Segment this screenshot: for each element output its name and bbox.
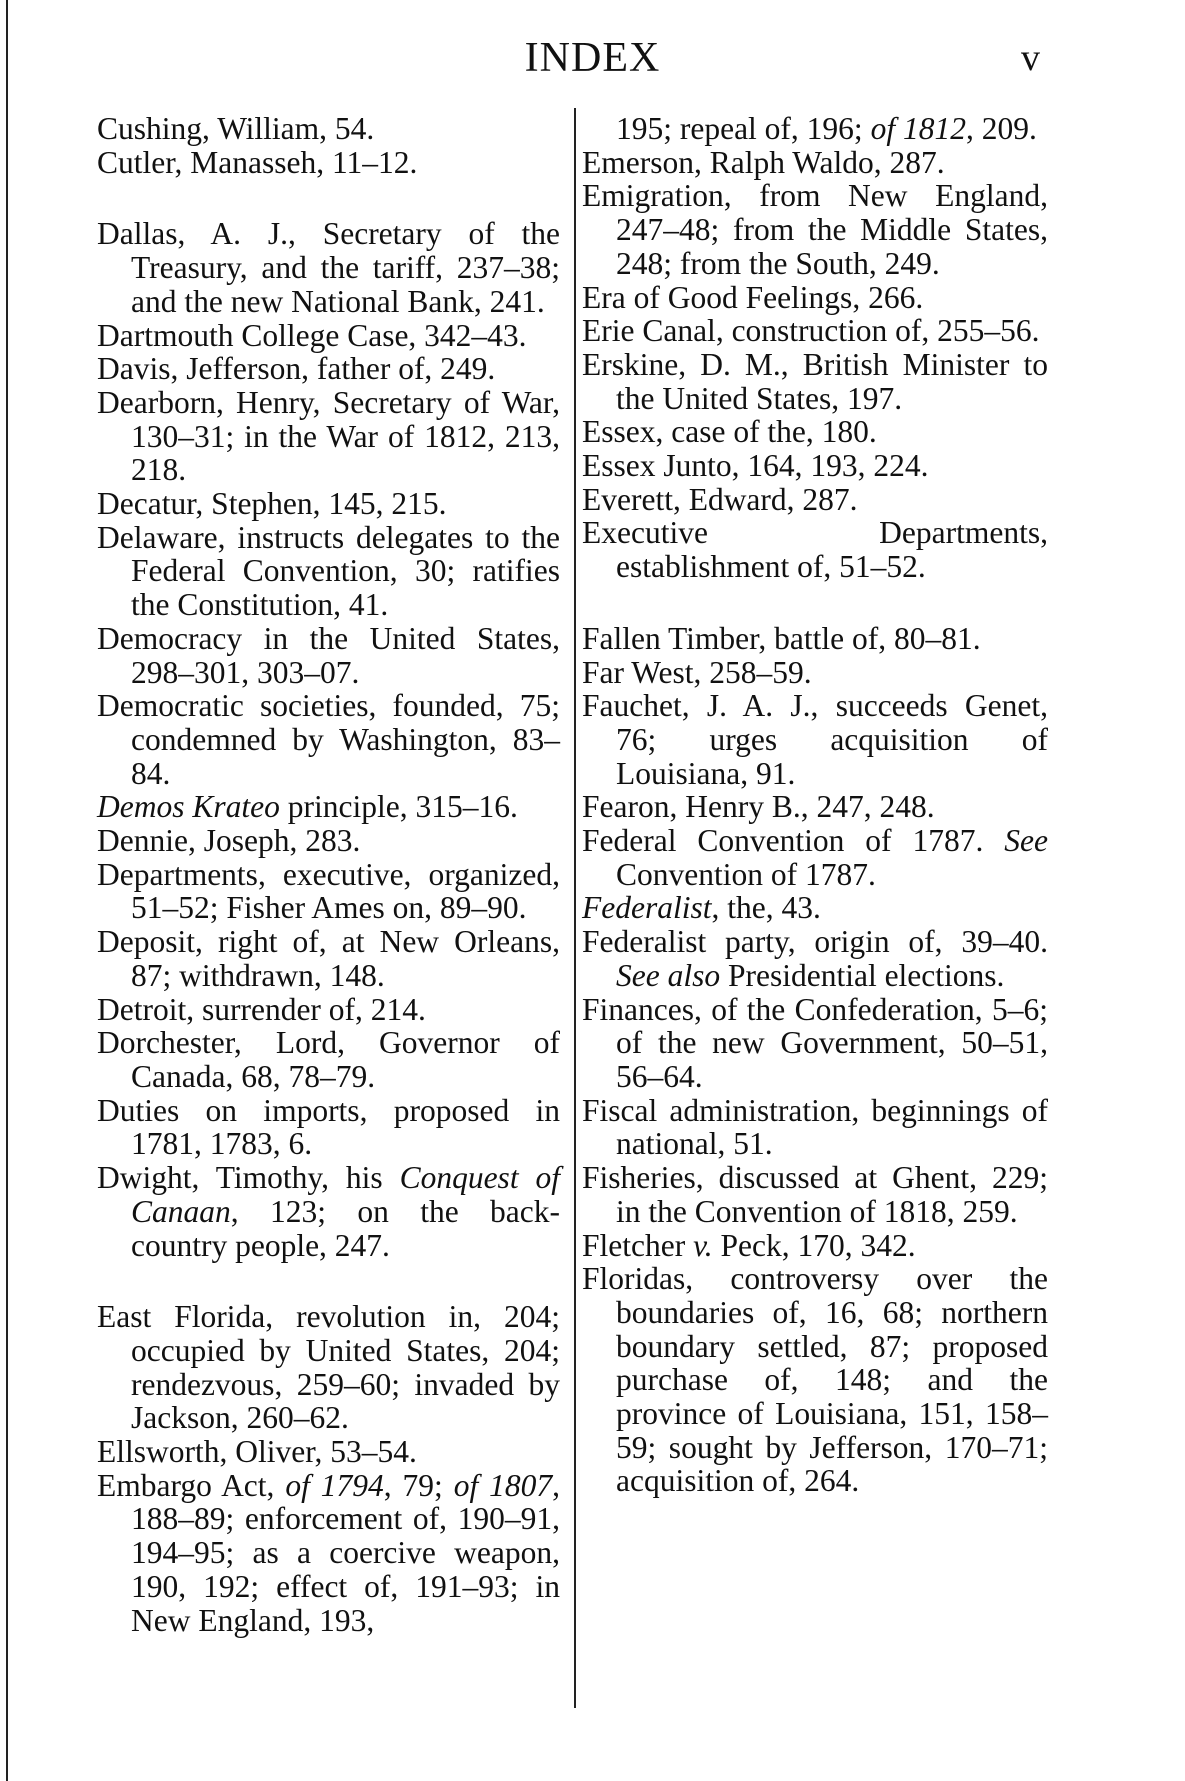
entry-text: Cutler, Manasseh, 11–12.	[97, 144, 418, 180]
entry-text: Duties on imports, proposed in 1781, 1783, 6.	[97, 1092, 560, 1162]
entry-text: Deposit, right of, at New Orleans, 87; withdrawn, 148.	[97, 924, 560, 993]
entry-text: Decatur, Stephen, 145, 215.	[97, 486, 447, 522]
index-entry	[97, 1300, 560, 1435]
entry-text: East Florida, revolution in, 204; occupied by United States, 204; rendezvous, 259–60; invaded by Jackson, 260–62.	[97, 1299, 560, 1436]
entry-text: , 79;	[383, 1467, 454, 1503]
entry-text: Peck, 170, 342.	[712, 1227, 916, 1263]
entry-text: Federalist party, origin of, 39–40.	[582, 924, 1048, 960]
index-entry	[97, 925, 560, 992]
index-entry	[582, 1229, 1048, 1263]
entry-text: Democratic societies, founded, 75; condemned by Washington, 83–84.	[97, 688, 560, 791]
entry-text: Delaware, instructs delegates to the Federal Convention, 30; ratifies the Constitution, 41.	[97, 519, 560, 623]
entry-text: Era of Good Feelings, 266.	[582, 279, 924, 315]
index-entry	[582, 415, 1048, 449]
index-entry	[582, 449, 1048, 483]
entry-text: , 123; on the back-country people, 247.	[131, 1193, 560, 1263]
entry-text: Dorchester, Lord, Governor of Canada, 68, 78–79.	[97, 1025, 560, 1094]
index-entry	[97, 1026, 560, 1093]
index-entry	[582, 689, 1048, 790]
index-entry	[97, 1094, 560, 1161]
entry-text: Fisheries, discussed at Ghent, 229; in the Convention of 1818, 259.	[582, 1160, 1048, 1229]
entry-text: Fiscal administration, beginnings of national, 51.	[582, 1092, 1048, 1162]
entry-italic-text: of 1794	[285, 1467, 384, 1503]
index-entry	[582, 925, 1048, 992]
index-entry	[582, 179, 1048, 280]
entry-text: Essex, case of the, 180.	[582, 414, 877, 450]
index-entry	[582, 516, 1048, 583]
index-entry	[97, 217, 560, 318]
entry-text: Far West, 258–59.	[582, 654, 812, 690]
column-divider	[574, 108, 576, 1708]
entry-text: Democracy in the United States, 298–301, 303–07.	[97, 620, 560, 690]
entry-italic-text: See also	[616, 957, 721, 993]
index-entry	[97, 352, 560, 386]
entry-text: Davis, Jefferson, father of, 249.	[97, 351, 496, 387]
entry-text: Fearon, Henry B., 247, 248.	[582, 789, 935, 825]
entry-text: Fallen Timber, battle of, 80–81.	[582, 620, 981, 656]
index-entry	[97, 146, 560, 180]
entry-text: Erie Canal, construction of, 255–56.	[582, 313, 1040, 349]
entry-text: Ellsworth, Oliver, 53–54.	[97, 1434, 417, 1470]
entry-text: Presidential elections.	[720, 957, 1005, 993]
entry-text: Emerson, Ralph Waldo, 287.	[582, 144, 945, 180]
page-header	[0, 34, 1185, 94]
page-number: v	[1021, 37, 1040, 79]
index-entry	[97, 622, 560, 689]
index-entry	[97, 1469, 560, 1638]
index-entry	[582, 112, 1048, 146]
entry-italic-text: Conquest of Canaan	[131, 1160, 560, 1229]
entry-text: Executive Departments, establishment of, 51–52.	[582, 515, 1048, 585]
index-entry	[582, 314, 1048, 348]
entry-text: Finances, of the Confederation, 5–6; of the new Government, 50–51, 56–64.	[582, 991, 1048, 1094]
index-entry	[97, 689, 560, 790]
entry-text: Essex Junto, 164, 193, 224.	[582, 448, 929, 484]
entry-text: Federal Convention of 1787.	[582, 823, 1005, 859]
index-entry	[582, 146, 1048, 180]
entry-text: Emigration, from New England, 247–48; from the Middle States, 248; from the South, 249.	[582, 178, 1048, 281]
entry-text: Detroit, surrender of, 214.	[97, 991, 426, 1027]
index-entry	[97, 1161, 560, 1262]
entry-italic-text: of 1807	[453, 1467, 553, 1503]
index-entry	[582, 790, 1048, 824]
index-entry	[582, 281, 1048, 315]
index-entry	[582, 1094, 1048, 1161]
running-head: INDEX	[524, 35, 661, 81]
index-entry	[582, 622, 1048, 656]
index-entry	[582, 483, 1048, 517]
page-edge-line	[6, 0, 8, 1781]
entry-text: Cushing, William, 54.	[97, 111, 375, 146]
entry-text: Departments, executive, organized, 51–52; Fisher Ames on, 89–90.	[97, 856, 560, 926]
index-entry	[97, 858, 560, 925]
index-column-left	[97, 112, 560, 1637]
index-entry	[582, 993, 1048, 1094]
entry-text: Erskine, D. M., British Minister to the United States, 197.	[582, 346, 1048, 416]
index-entry	[97, 1435, 560, 1469]
entry-italic-text: of 1812	[870, 111, 966, 146]
entry-text: , 209.	[965, 111, 1037, 146]
entry-italic-text: v.	[693, 1227, 713, 1263]
entry-text: Dwight, Timothy, his	[97, 1160, 400, 1196]
entry-text: Convention of 1787.	[616, 856, 876, 892]
index-entry	[97, 790, 560, 824]
index-entry	[97, 319, 560, 353]
entry-text: Dearborn, Henry, Secretary of War, 130–31; in the War of 1812, 213, 218.	[97, 384, 560, 488]
entry-text: principle, 315–16.	[279, 789, 518, 825]
entry-text: Floridas, controversy over the boundaries of, 16, 68; northern boundary settled, 87; proposed purchase of, 148; and the province of Louisiana, 151, 158–59; sought by Jefferson, 170–71; acquisition of, 264.	[582, 1261, 1048, 1499]
entry-italic-text: Federalist	[582, 890, 712, 926]
entry-text: , 188–89; enforcement of, 190–91, 194–95; as a coercive weapon, 190, 192; effect of, 191–93; in New England, 193,	[131, 1467, 560, 1638]
entry-text: Fauchet, J. A. J., succeeds Genet, 76; urges acquisition of Louisiana, 91.	[582, 688, 1048, 791]
index-entry	[97, 487, 560, 521]
entry-text: Dartmouth College Case, 342–43.	[97, 317, 527, 353]
entry-text: Dallas, A. J., Secretary of the Treasury, and the tariff, 237–38; and the new National Bank, 241.	[97, 216, 560, 319]
index-entry	[582, 824, 1048, 891]
index-entry	[97, 993, 560, 1027]
index-entry	[582, 656, 1048, 690]
index-entry	[582, 891, 1048, 925]
entry-text: Everett, Edward, 287.	[582, 481, 858, 517]
entry-text: Embargo Act,	[97, 1467, 286, 1503]
index-entry	[97, 112, 560, 146]
entry-italic-text: Demos Krateo	[97, 789, 280, 825]
entry-text: Dennie, Joseph, 283.	[97, 823, 361, 859]
index-entry	[582, 348, 1048, 415]
index-entry	[582, 1262, 1048, 1498]
entry-text: , the, 43.	[711, 890, 821, 926]
entry-text: 195; repeal of, 196;	[616, 111, 871, 146]
index-entry	[97, 386, 560, 487]
entry-italic-text: See	[1004, 823, 1048, 859]
index-entry	[97, 521, 560, 622]
index-column-right	[582, 112, 1048, 1498]
index-entry	[97, 824, 560, 858]
entry-text: Fletcher	[582, 1227, 694, 1263]
index-entry	[582, 1161, 1048, 1228]
